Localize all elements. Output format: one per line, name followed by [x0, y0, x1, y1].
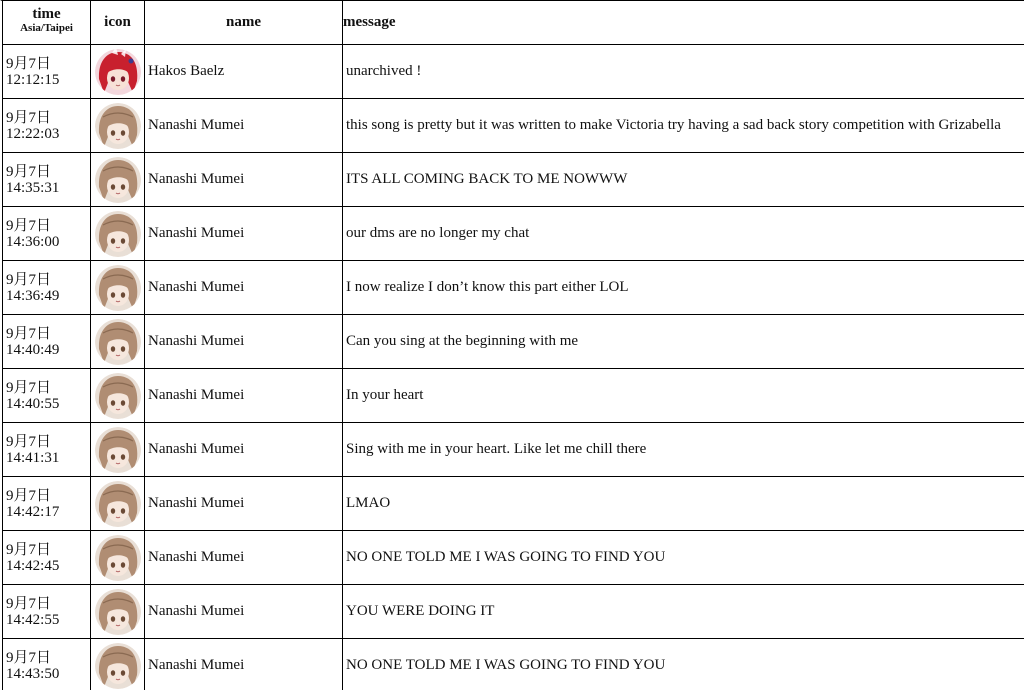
message-time: 14:36:49	[6, 287, 60, 304]
message-text: YOU WERE DOING IT	[343, 585, 1024, 639]
message-time: 14:40:49	[6, 341, 60, 358]
icon-cell	[91, 585, 145, 639]
icon-column-header: icon	[91, 1, 145, 45]
message-date: 9月7日	[6, 379, 52, 396]
author-name: Nanashi Mumei	[145, 99, 343, 153]
icon-cell	[91, 531, 145, 585]
message-date: 9月7日	[6, 55, 52, 72]
message-date: 9月7日	[6, 595, 52, 612]
table-row	[3, 639, 1024, 690]
time-header-label: time	[32, 6, 61, 22]
time-cell	[3, 423, 91, 477]
icon-cell	[91, 207, 145, 261]
time-cell	[3, 531, 91, 585]
icon-cell	[91, 153, 145, 207]
time-cell	[3, 45, 91, 99]
author-name: Nanashi Mumei	[145, 423, 343, 477]
table-row	[3, 153, 1024, 207]
time-cell	[3, 99, 91, 153]
message-time: 14:41:31	[6, 449, 60, 466]
time-cell	[3, 369, 91, 423]
nanashi-mumei-avatar-icon[interactable]	[95, 427, 141, 473]
icon-cell	[91, 261, 145, 315]
nanashi-mumei-avatar-icon[interactable]	[95, 643, 141, 689]
table-row	[3, 99, 1024, 153]
table-row	[3, 45, 1024, 99]
time-cell	[3, 585, 91, 639]
message-text: ITS ALL COMING BACK TO ME NOWWW	[343, 153, 1024, 207]
chat-archive-table	[2, 0, 1024, 690]
author-name: Nanashi Mumei	[145, 261, 343, 315]
author-name: Nanashi Mumei	[145, 585, 343, 639]
message-time: 14:42:17	[6, 503, 60, 520]
icon-cell	[91, 45, 145, 99]
message-text: unarchived !	[343, 45, 1024, 99]
message-column-header: message	[343, 1, 1024, 45]
author-name: Nanashi Mumei	[145, 531, 343, 585]
table-row	[3, 585, 1024, 639]
table-row	[3, 207, 1024, 261]
message-time: 14:42:55	[6, 611, 60, 628]
nanashi-mumei-avatar-icon[interactable]	[95, 319, 141, 365]
message-date: 9月7日	[6, 433, 52, 450]
nanashi-mumei-avatar-icon[interactable]	[95, 589, 141, 635]
message-date: 9月7日	[6, 109, 52, 126]
author-name: Nanashi Mumei	[145, 153, 343, 207]
icon-cell	[91, 315, 145, 369]
message-text: LMAO	[343, 477, 1024, 531]
table-row	[3, 315, 1024, 369]
author-name: Nanashi Mumei	[145, 315, 343, 369]
nanashi-mumei-avatar-icon[interactable]	[95, 211, 141, 257]
icon-cell	[91, 477, 145, 531]
author-name: Hakos Baelz	[145, 45, 343, 99]
message-time: 14:42:45	[6, 557, 60, 574]
message-time: 14:35:31	[6, 179, 60, 196]
message-time: 12:12:15	[6, 71, 60, 88]
message-text: NO ONE TOLD ME I WAS GOING TO FIND YOU	[343, 531, 1024, 585]
message-date: 9月7日	[6, 271, 52, 288]
time-cell	[3, 261, 91, 315]
table-row	[3, 477, 1024, 531]
time-cell	[3, 153, 91, 207]
author-name: Nanashi Mumei	[145, 207, 343, 261]
table-row	[3, 531, 1024, 585]
icon-cell	[91, 423, 145, 477]
nanashi-mumei-avatar-icon[interactable]	[95, 265, 141, 311]
time-cell	[3, 477, 91, 531]
message-time: 14:36:00	[6, 233, 60, 250]
timezone-label: Asia/Taipei	[20, 22, 73, 34]
time-cell	[3, 315, 91, 369]
nanashi-mumei-avatar-icon[interactable]	[95, 481, 141, 527]
time-cell	[3, 207, 91, 261]
message-date: 9月7日	[6, 649, 52, 666]
nanashi-mumei-avatar-icon[interactable]	[95, 157, 141, 203]
table-row	[3, 369, 1024, 423]
message-text: I now realize I don’t know this part either LOL	[343, 261, 1024, 315]
message-time: 14:40:55	[6, 395, 60, 412]
message-date: 9月7日	[6, 217, 52, 234]
message-text: In your heart	[343, 369, 1024, 423]
author-name: Nanashi Mumei	[145, 477, 343, 531]
message-text: Can you sing at the beginning with me	[343, 315, 1024, 369]
nanashi-mumei-avatar-icon[interactable]	[95, 103, 141, 149]
nanashi-mumei-avatar-icon[interactable]	[95, 535, 141, 581]
icon-cell	[91, 639, 145, 690]
message-text: our dms are no longer my chat	[343, 207, 1024, 261]
author-name: Nanashi Mumei	[145, 639, 343, 690]
message-date: 9月7日	[6, 541, 52, 558]
nanashi-mumei-avatar-icon[interactable]	[95, 373, 141, 419]
hakos-baelz-avatar-icon[interactable]	[95, 49, 141, 95]
time-cell	[3, 639, 91, 690]
message-date: 9月7日	[6, 487, 52, 504]
table-row	[3, 423, 1024, 477]
message-time: 12:22:03	[6, 125, 60, 142]
message-date: 9月7日	[6, 163, 52, 180]
time-column-header	[3, 1, 91, 45]
message-date: 9月7日	[6, 325, 52, 342]
message-time: 14:43:50	[6, 665, 60, 682]
table-row	[3, 261, 1024, 315]
icon-cell	[91, 99, 145, 153]
author-name: Nanashi Mumei	[145, 369, 343, 423]
icon-cell	[91, 369, 145, 423]
message-text: NO ONE TOLD ME I WAS GOING TO FIND YOU	[343, 639, 1024, 690]
table-header-row	[3, 1, 1024, 45]
message-text: this song is pretty but it was written to make Victoria try having a sad back story competition with Grizabella	[343, 99, 1024, 153]
message-text: Sing with me in your heart. Like let me chill there	[343, 423, 1024, 477]
name-column-header: name	[145, 1, 343, 45]
